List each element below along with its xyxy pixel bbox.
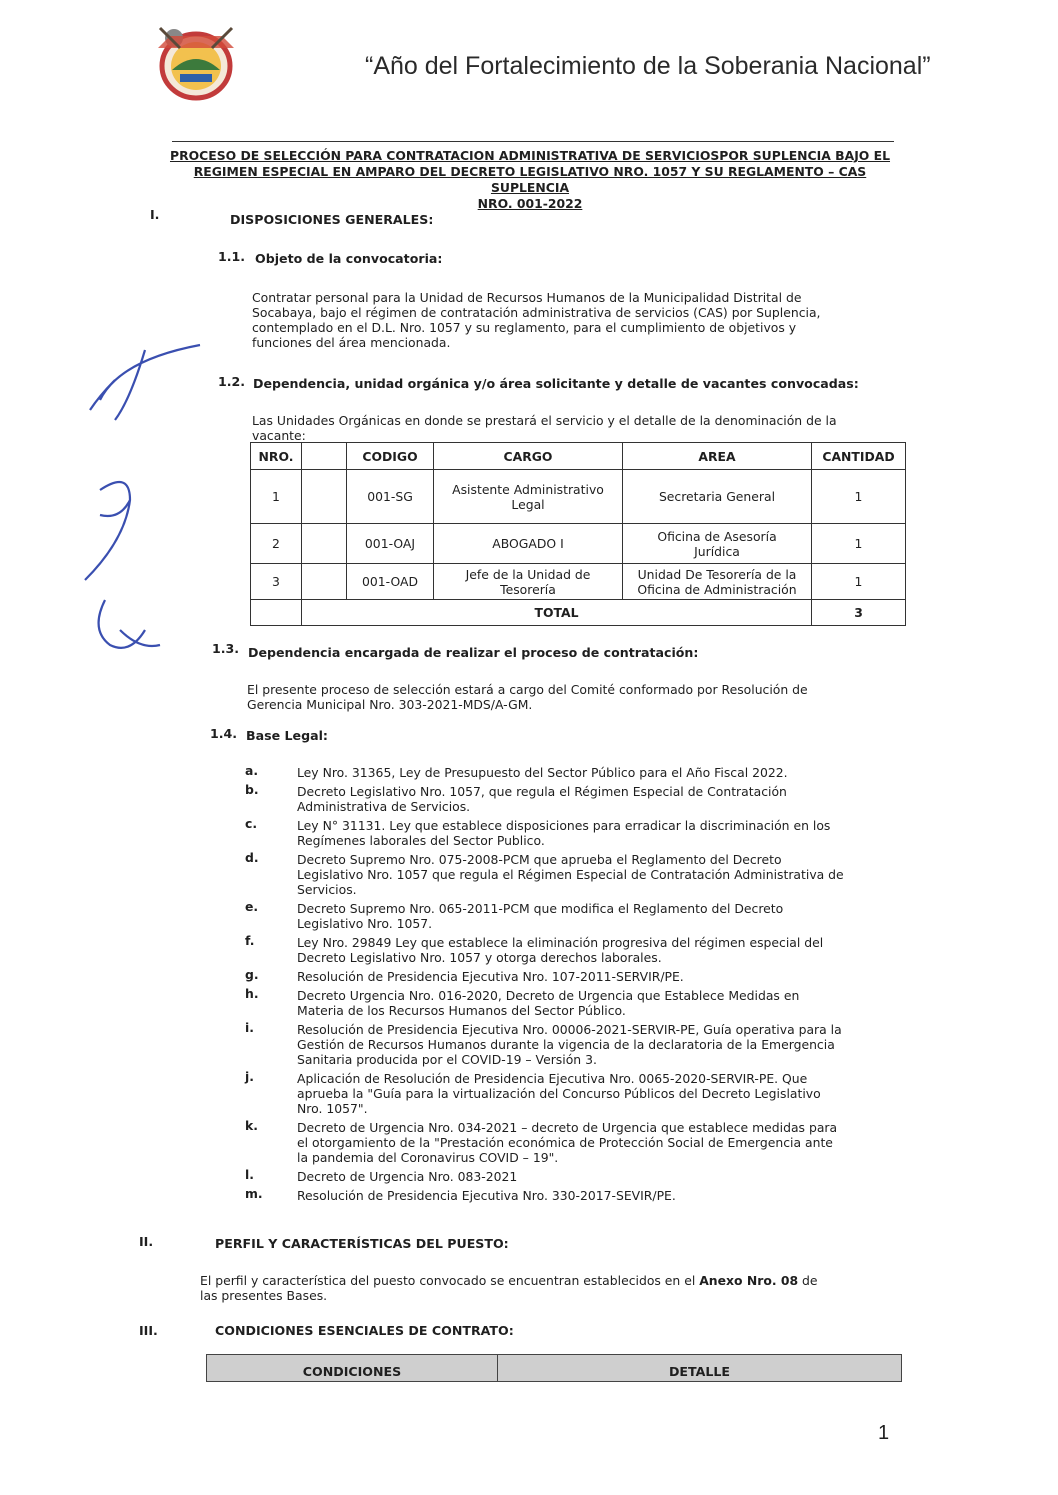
list-item-text: [297, 784, 903, 814]
th-nro: NRO.: [251, 443, 302, 470]
list-item-line: Decreto de Urgencia Nro. 083-2021: [297, 1169, 518, 1184]
table-row: [251, 524, 906, 564]
title-line-2: REGIMEN ESPECIAL EN AMPARO DEL DECRETO LEGISLATIVO NRO. 1057 Y SU REGLAMENTO – CAS SUPLENCIA: [193, 164, 867, 195]
s2-text-c: de: [798, 1273, 818, 1288]
list-item-line: aprueba la "Guía para la virtualización del Concurso Públicos del Decreto Legislativo: [297, 1086, 821, 1101]
area-line-2: Oficina de Administración: [637, 581, 797, 597]
list-item-line: Decreto Urgencia Nro. 016-2020, Decreto de Urgencia que Establece Medidas en: [297, 988, 800, 1003]
table-header-row: [251, 443, 906, 470]
table-total-row: [251, 600, 906, 626]
list-item-text: [297, 818, 903, 848]
document-title: [160, 148, 900, 212]
list-item-line: la pandemia del Coronavirus COVID – 19".: [297, 1150, 559, 1165]
s12-line-2: vacante:: [252, 428, 306, 443]
cell-cantidad: 1: [812, 564, 906, 600]
th-cantidad: CANTIDAD: [812, 443, 906, 470]
list-item-line: Materia de los Recursos Humanos del Sector Público.: [297, 1003, 626, 1018]
cell-blank: [302, 470, 347, 524]
list-item-line: Decreto Supremo Nro. 075-2008-PCM que aprueba el Reglamento del Decreto: [297, 852, 782, 867]
cell-nro: 3: [251, 564, 302, 600]
list-item-text: [297, 935, 903, 965]
list-item-line: Servicios.: [297, 882, 357, 897]
cell-nro: 1: [251, 470, 302, 524]
title-line-3: NRO. 001-2022: [477, 196, 583, 211]
list-item-text: [297, 1071, 903, 1116]
list-item-line: Nro. 1057".: [297, 1101, 368, 1116]
cell-blank: [302, 564, 347, 600]
list-item-line: Ley N° 31131. Ley que establece disposiciones para erradicar la discriminación en los: [297, 818, 831, 833]
list-item-letter: f.: [245, 933, 255, 948]
list-item-letter: c.: [245, 816, 258, 831]
section-3-heading: CONDICIONES ESENCIALES DE CONTRATO:: [215, 1323, 514, 1338]
cargo-line-1: Asistente Administrativo: [452, 481, 604, 497]
section-3-number: III.: [139, 1323, 158, 1338]
s12-heading: Dependencia, unidad orgánica y/o área solicitante y detalle de vacantes convocadas:: [253, 376, 859, 391]
cell-area: [623, 470, 812, 524]
list-item-text: [297, 765, 903, 780]
list-item-line: Regímenes laborales del Sector Publico.: [297, 833, 545, 848]
cell-blank: [251, 600, 302, 626]
cell-area: [623, 564, 812, 600]
list-item-letter: m.: [245, 1186, 263, 1201]
cargo-line-1: ABOGADO I: [492, 536, 564, 551]
list-item-text: [297, 901, 903, 931]
total-value: 3: [812, 600, 906, 626]
s2-text-a: El perfil y característica del puesto convocado se encuentran establecidos en el: [200, 1273, 700, 1288]
s12-line-1: Las Unidades Orgánicas en donde se prestará el servicio y el detalle de la denominación de la: [252, 413, 837, 428]
cargo-line-1: Jefe de la Unidad de: [465, 566, 591, 582]
cargo-line-2: Tesorería: [500, 581, 556, 597]
s2-annex-ref: Anexo Nro. 08: [699, 1273, 799, 1288]
section-2-heading: PERFIL Y CARACTERÍSTICAS DEL PUESTO:: [215, 1236, 509, 1251]
section-1-heading: DISPOSICIONES GENERALES:: [230, 212, 434, 227]
cell-cantidad: 1: [812, 524, 906, 564]
s13-paragraph: [247, 682, 903, 712]
th-codigo: CODIGO: [347, 443, 434, 470]
municipal-seal-logo: [150, 18, 242, 104]
list-item-line: Decreto Supremo Nro. 065-2011-PCM que modifica el Reglamento del Decreto: [297, 901, 784, 916]
th-blank: [302, 443, 347, 470]
cell-codigo: 001-OAD: [347, 564, 434, 600]
section-1-number: I.: [150, 207, 160, 222]
list-item-letter: g.: [245, 967, 259, 982]
list-item-letter: e.: [245, 899, 259, 914]
handwritten-initials: [60, 340, 210, 680]
s2-paragraph: [200, 1273, 906, 1303]
section-2-number: II.: [139, 1234, 154, 1249]
list-item-letter: k.: [245, 1118, 258, 1133]
s2-line-1: [200, 1273, 906, 1288]
list-item-line: Sanitaria producida por el COVID-19 – Versión 3.: [297, 1052, 597, 1067]
cell-cantidad: 1: [812, 470, 906, 524]
vacancies-table: [250, 442, 906, 626]
s13-number: 1.3.: [212, 641, 240, 656]
title-rule: [172, 141, 894, 142]
s11-line-3: contemplado en el D.L. Nro. 1057 y su reglamento, para el cumplimiento de objetivos y: [252, 320, 797, 335]
s13-line-1: El presente proceso de selección estará a cargo del Comité conformado por Resolución de: [247, 682, 808, 697]
th-area: AREA: [623, 443, 812, 470]
table-row: [251, 564, 906, 600]
s14-heading: Base Legal:: [246, 728, 328, 743]
list-item-line: Decreto Legislativo Nro. 1057, que regula el Régimen Especial de Contratación: [297, 784, 787, 799]
s13-heading: Dependencia encargada de realizar el proceso de contratación:: [248, 645, 699, 660]
s13-line-2: Gerencia Municipal Nro. 303-2021-MDS/A-GM.: [247, 697, 533, 712]
list-item-line: Resolución de Presidencia Ejecutiva Nro. 107-2011-SERVIR/PE.: [297, 969, 684, 984]
conditions-col-header: CONDICIONES: [207, 1355, 498, 1381]
list-item-line: Aplicación de Resolución de Presidencia Ejecutiva Nro. 0065-2020-SERVIR-PE. Que: [297, 1071, 808, 1086]
list-item-line: Resolución de Presidencia Ejecutiva Nro. 00006-2021-SERVIR-PE, Guía operativa para la: [297, 1022, 842, 1037]
s12-number: 1.2.: [218, 374, 246, 389]
conditions-table-header: [206, 1354, 902, 1382]
page-number: 1: [878, 1422, 890, 1444]
list-item-text: [297, 969, 903, 984]
list-item-text: [297, 1169, 903, 1184]
s2-line-2: las presentes Bases.: [200, 1288, 328, 1303]
cell-cargo: [434, 564, 623, 600]
list-item-text: [297, 1188, 903, 1203]
detail-col-header: DETALLE: [668, 1364, 731, 1379]
list-item-line: Resolución de Presidencia Ejecutiva Nro. 330-2017-SEVIR/PE.: [297, 1188, 676, 1203]
list-item-letter: h.: [245, 986, 259, 1001]
list-item-line: Ley Nro. 29849 Ley que establece la eliminación progresiva del régimen especial del: [297, 935, 824, 950]
list-item-line: Decreto de Urgencia Nro. 034-2021 – decreto de Urgencia que establece medidas para: [297, 1120, 838, 1135]
list-item-text: [297, 852, 903, 897]
cell-codigo: 001-OAJ: [347, 524, 434, 564]
list-item-letter: j.: [245, 1069, 254, 1084]
list-item-letter: d.: [245, 850, 259, 865]
area-line-1: Oficina de Asesoría: [657, 528, 777, 544]
list-item-text: [297, 1022, 903, 1067]
area-line-2: Jurídica: [694, 543, 740, 559]
total-label: TOTAL: [302, 600, 812, 626]
list-item-letter: a.: [245, 763, 259, 778]
list-item-line: Legislativo Nro. 1057.: [297, 916, 433, 931]
list-item-letter: i.: [245, 1020, 254, 1035]
list-item-line: Administrativa de Servicios.: [297, 799, 471, 814]
s11-line-4: funciones del área mencionada.: [252, 335, 451, 350]
th-cargo: CARGO: [434, 443, 623, 470]
s11-line-2: Socabaya, bajo el régimen de contratación administrativa de servicios (CAS) por Suplencia,: [252, 305, 821, 320]
list-item-line: Gestión de Recursos Humanos durante la vigencia de la declaratoria de la Emergencia: [297, 1037, 835, 1052]
s11-number: 1.1.: [218, 249, 246, 264]
list-item-text: [297, 988, 903, 1018]
cell-cargo: [434, 470, 623, 524]
list-item-letter: b.: [245, 782, 259, 797]
title-line-1: PROCESO DE SELECCIÓN PARA CONTRATACION ADMINISTRATIVA DE SERVICIOSPOR SUPLENCIA BAJO EL: [169, 148, 891, 163]
cell-nro: 2: [251, 524, 302, 564]
header-motto: “Año del Fortalecimiento de la Soberania Nacional”: [365, 52, 931, 80]
list-item-line: Legislativo Nro. 1057 que regula el Régimen Especial de Contratación Administrativa de: [297, 867, 844, 882]
cargo-line-2: Legal: [511, 496, 545, 512]
s12-paragraph: [252, 413, 908, 443]
cell-cargo: [434, 524, 623, 564]
s11-paragraph: [252, 290, 908, 350]
cell-area: [623, 524, 812, 564]
area-line-1: Unidad De Tesorería de la: [637, 566, 797, 582]
s11-line-1: Contratar personal para la Unidad de Recursos Humanos de la Municipalidad Distrital de: [252, 290, 802, 305]
list-item-line: Decreto Legislativo Nro. 1057 y otorga derechos laborales.: [297, 950, 662, 965]
list-item-text: [297, 1120, 903, 1165]
s14-number: 1.4.: [210, 726, 238, 741]
area-line-1: Secretaria General: [658, 489, 776, 504]
s11-heading: Objeto de la convocatoria:: [255, 251, 443, 266]
cell-codigo: 001-SG: [347, 470, 434, 524]
list-item-line: Ley Nro. 31365, Ley de Presupuesto del Sector Público para el Año Fiscal 2022.: [297, 765, 788, 780]
list-item-line: el otorgamiento de la "Prestación económica de Protección Social de Emergencia ante: [297, 1135, 833, 1150]
list-item-letter: l.: [245, 1167, 254, 1182]
cell-blank: [302, 524, 347, 564]
table-row: [251, 470, 906, 524]
